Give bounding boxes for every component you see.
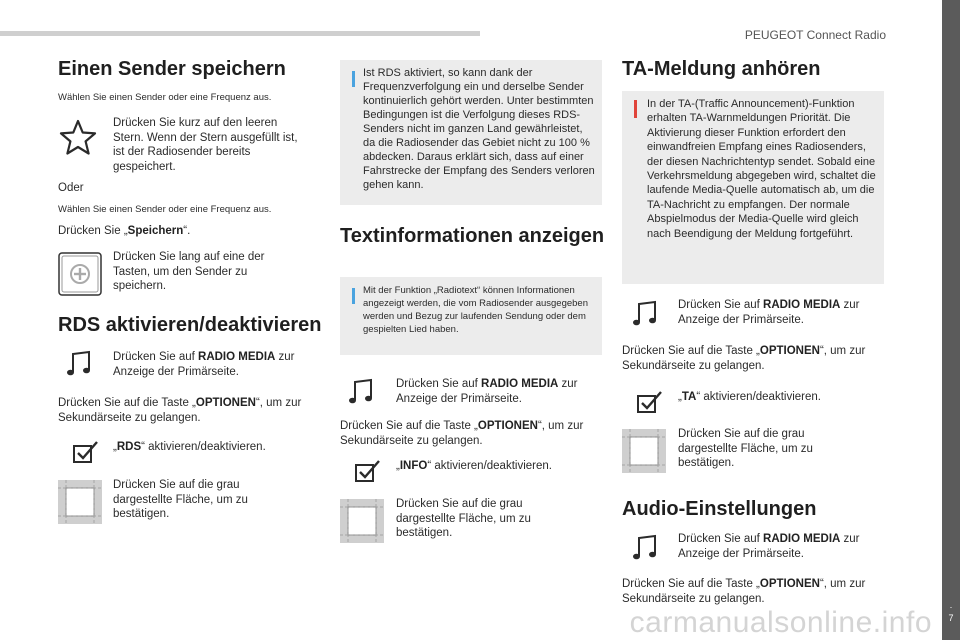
side-strip [942, 0, 960, 640]
grey-area-instruction: Drücken Sie auf die grau dargestellte Fläche, um zu bestätigen. [678, 428, 813, 469]
grey-area-icon [340, 499, 384, 543]
info-icon [352, 71, 355, 87]
grey-area-icon [622, 429, 666, 473]
radio-media-instruction: Drücken Sie auf RADIO MEDIA zur Anzeige der Primärseite. [113, 351, 295, 378]
star-icon [58, 118, 98, 158]
warning-text-ta: In der TA-(Traffic Announcement)-Funktion erhalten TA-Warnmeldungen Priorität. Die Aktivierung dieser Funktion erfordert den einwandfreien Empfang eines Radiosenders, der diesen Nachrichtentyp sendet. Sobald eine Verkehrsmeldung abgegeben wird, schaltet die laufende Media-Quelle automatisch ab, um die TA-Nachricht zu empfangen. Der normale Abspielmodus der Media-Quelle wird gleich nach Beendigung der Meldung fortgeführt. [647, 98, 876, 240]
options-instruction: Drücken Sie auf die Taste „OPTIONEN“, um zur Sekundärseite zu gelangen. [340, 420, 584, 447]
choose-station-text-2: Wählen Sie einen Sender oder eine Frequenz aus. [58, 204, 272, 215]
music-note-icon [66, 350, 92, 378]
info-box-rds [340, 60, 602, 205]
choose-station-text-1: Wählen Sie einen Sender oder eine Frequenz aus. [58, 92, 272, 103]
music-note-icon [348, 378, 374, 406]
checkbox-icon [72, 440, 100, 464]
music-note-icon [632, 534, 658, 562]
heading-ta: TA-Meldung anhören [622, 58, 821, 80]
info-box-radiotext [340, 277, 602, 355]
info-text-rds: Ist RDS aktiviert, so kann dank der Frequenzverfolgung ein und derselbe Sender kontinuierlich gehört werden. Unter bestimmten Bedingungen ist die Verfolgung dieses RDS-Senders nicht im ganzen Land gewährleistet, da die Radiosender das Gebiet nicht zu 100 % abdecken. Daraus erklärt sich, dass auf einer Fahrstrecke der Empfang des Senders verloren gehen kann. [363, 67, 595, 191]
warning-icon [634, 100, 637, 118]
checkbox-icon [636, 390, 664, 414]
options-instruction: Drücken Sie auf die Taste „OPTIONEN“, um zur Sekundärseite zu gelangen. [58, 397, 302, 424]
radio-media-instruction: Drücken Sie auf RADIO MEDIA zur Anzeige der Primärseite. [396, 378, 578, 405]
options-instruction: Drücken Sie auf die Taste „OPTIONEN“, um zur Sekundärseite zu gelangen. [622, 345, 866, 372]
heading-save-station: Einen Sender speichern [58, 58, 286, 80]
grey-area-instruction: Drücken Sie auf die grau dargestellte Fläche, um zu bestätigen. [113, 479, 248, 520]
page-dot: . [949, 600, 953, 610]
press-save-text: Drücken Sie „Speichern“. [58, 225, 191, 237]
brand-title: PEUGEOT Connect Radio [744, 28, 886, 42]
radio-media-instruction: Drücken Sie auf RADIO MEDIA zur Anzeige der Primärseite. [678, 533, 860, 560]
page-number: 7 [948, 613, 954, 623]
add-preset-icon [58, 252, 102, 296]
heading-audio: Audio-Einstellungen [622, 498, 817, 520]
heading-rds: RDS aktivieren/deaktivieren [58, 314, 322, 336]
info-icon [352, 288, 355, 304]
oder-label: Oder [58, 182, 84, 194]
ta-toggle-text: „TA“ aktivieren/deaktivieren. [678, 391, 821, 403]
checkbox-icon [354, 459, 382, 483]
options-instruction: Drücken Sie auf die Taste „OPTIONEN“, um zur Sekundärseite zu gelangen. [622, 578, 866, 605]
rds-toggle-text: „RDS“ aktivieren/deaktivieren. [113, 441, 266, 453]
star-instruction: Drücken Sie kurz auf den leeren Stern. Wenn der Stern ausgefüllt ist, ist der Radiosender bereits gespeichert. [113, 117, 298, 173]
warning-box-ta [622, 91, 884, 284]
info-text-radiotext: Mit der Funktion „Radiotext“ können Informationen angezeigt werden, die vom Radiosender ausgegeben werden und Bezug zur laufenden Sendung oder dem gespielten Lied haben. [363, 285, 588, 335]
music-note-icon [632, 300, 658, 328]
radio-media-instruction: Drücken Sie auf RADIO MEDIA zur Anzeige der Primärseite. [678, 299, 860, 326]
long-press-instruction: Drücken Sie lang auf eine der Tasten, um den Sender zu speichern. [113, 251, 265, 292]
grey-area-icon [58, 480, 102, 524]
grey-area-instruction: Drücken Sie auf die grau dargestellte Fläche, um zu bestätigen. [396, 498, 531, 539]
watermark: carmanualsonline.info [629, 606, 932, 639]
info-toggle-text: „INFO“ aktivieren/deaktivieren. [396, 460, 552, 472]
heading-text-info: Textinformationen anzeigen [340, 225, 605, 247]
header-rule [0, 31, 480, 36]
